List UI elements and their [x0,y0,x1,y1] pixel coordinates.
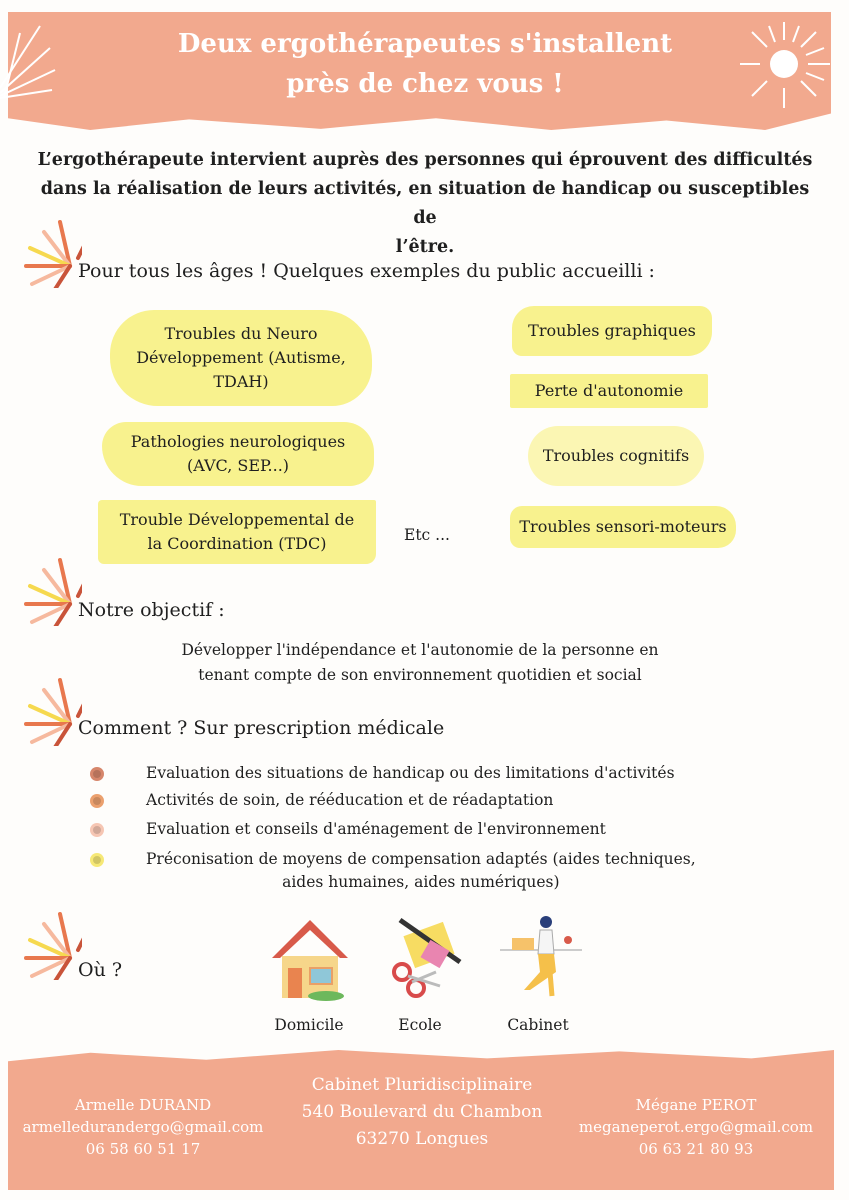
address-line: 63270 Longues [355,1129,489,1149]
intro-paragraph [30,146,820,262]
contact-phone[interactable]: 06 63 21 80 93 [638,1140,754,1158]
intro-line-1: L’ergothérapeute intervient auprès des personnes qui éprouvent des difficultés [37,150,813,170]
objectif-line-2: tenant compte de son environnement quotidien et social [198,666,642,684]
bubble-text: Développement (Autisme, [136,348,346,367]
bubble-troubles-graphiques [512,306,712,356]
sun-icon [738,20,833,115]
bubble-troubles-cognitifs [528,426,704,486]
bubble-text: Troubles du Neuro [164,324,318,343]
address-line: 540 Boulevard du Chambon [301,1102,543,1122]
office-worker-icon [496,910,586,1002]
contact-left [14,1094,272,1160]
bubble-perte-autonomie [510,374,708,408]
bubble-tdc [98,500,376,564]
cabinet-address [282,1072,562,1153]
title-line-1: Deux ergothérapeutes s'installent [177,29,673,59]
contact-name: Mégane PEROT [635,1096,757,1114]
ou-heading: Où ? [78,959,123,981]
contact-phone[interactable]: 06 58 60 51 17 [85,1140,201,1158]
list-item [90,789,553,812]
list-item-text: Activités de soin, de rééducation et de réadaptation [146,791,554,809]
contact-name: Armelle DURAND [74,1096,212,1114]
bubble-sensori-moteurs [510,506,736,548]
sun-rays-left-icon [0,18,70,108]
title-line-2: près de chez vous ! [286,69,564,99]
bullet-dot-icon [90,853,104,867]
list-item [90,818,606,841]
bubble-neuro-developpement [110,310,372,406]
burst-icon [22,676,82,746]
contact-right [572,1094,820,1160]
objectif-line-1: Développer l'indépendance et l'autonomie de la personne en [181,641,659,659]
burst-icon [22,910,82,980]
burst-icon [22,218,82,288]
ecole-label: Ecole [398,1016,442,1034]
burst-icon [22,556,82,626]
list-item-line: Préconisation de moyens de compensation adaptés (aides techniques, [146,850,696,868]
school-supplies-icon [380,914,470,1004]
comment-heading: Comment ? Sur prescription médicale [78,717,445,739]
intro-line-3: l’être. [395,237,455,257]
bubble-text: Troubles graphiques [528,321,696,340]
list-item [90,848,696,894]
list-item-text [146,848,696,894]
bubble-text: Perte d'autonomie [534,381,684,400]
bubble-text: Pathologies neurologiques [130,432,346,451]
objectif-heading: Notre objectif : [78,599,225,621]
house-icon [266,914,354,1002]
bubble-pathologies-neurologiques [102,422,374,486]
bubble-text: TDAH) [213,372,269,391]
list-item [90,762,675,785]
list-item-text: Evaluation des situations de handicap ou des limitations d'activités [146,764,675,782]
bubble-text: Troubles sensori-moteurs [519,517,727,536]
contact-email[interactable]: meganeperot.ergo@gmail.com [578,1118,814,1136]
bubble-text: Trouble Développemental de [119,510,355,529]
intro-line-2: dans la réalisation de leurs activités, en situation de handicap ou susceptibles de [40,179,810,228]
bullet-dot-icon [90,767,104,781]
list-item-line: aides humaines, aides numériques) [282,873,560,891]
page-title [150,24,700,104]
bullet-dot-icon [90,794,104,808]
domicile-label: Domicile [274,1016,344,1034]
contact-email[interactable]: armelledurandergo@gmail.com [22,1118,264,1136]
etc-text: Etc ... [404,526,450,544]
bubble-text: Troubles cognitifs [542,446,690,465]
cabinet-label: Cabinet [507,1016,569,1034]
bubble-text: la Coordination (TDC) [147,534,327,553]
public-heading: Pour tous les âges ! Quelques exemples du public accueilli : [78,260,655,282]
bullet-dot-icon [90,823,104,837]
objectif-text [120,638,720,688]
bubble-text: (AVC, SEP...) [186,456,290,475]
address-line: Cabinet Pluridisciplinaire [311,1075,533,1095]
list-item-text: Evaluation et conseils d'aménagement de l'environnement [146,820,606,838]
